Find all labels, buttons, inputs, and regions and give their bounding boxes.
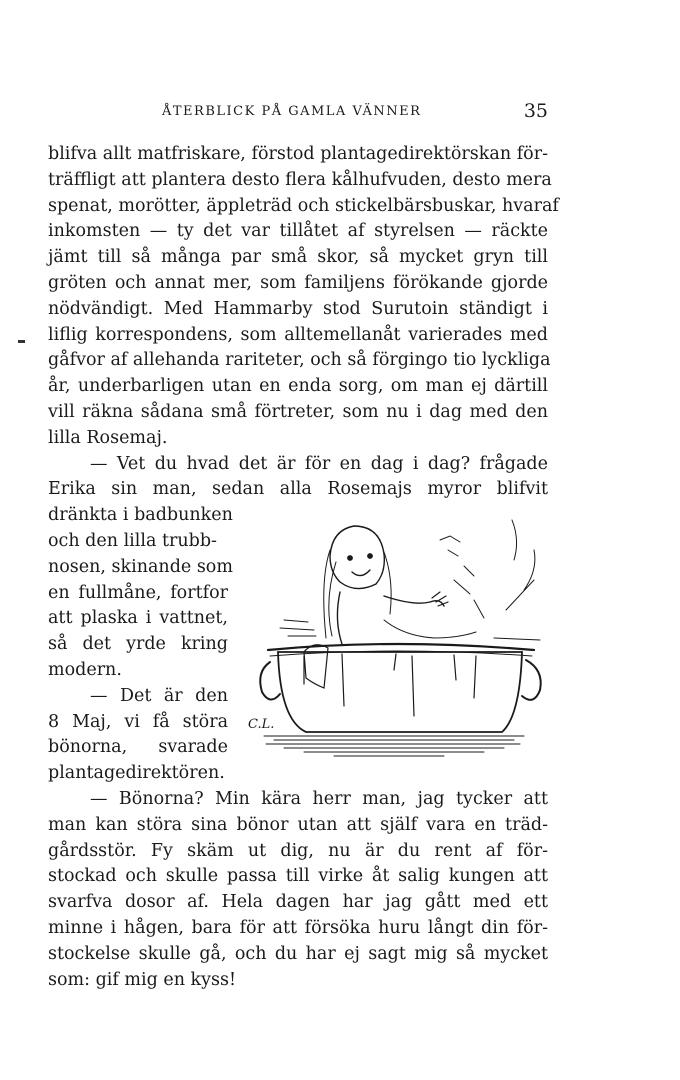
text-line: träffligt att plantera desto flera kålhufvuden, desto mera — [48, 169, 552, 190]
text-line: nödvändigt. Med Hammarby stod Surutoin ständigt i — [48, 298, 548, 319]
text-line: jämt till så många par små skor, så mycket gryn till — [48, 247, 548, 268]
text-line: som: gif mig en kyss! — [48, 969, 237, 990]
text-line: en fullmåne, fortfor — [48, 582, 228, 603]
artist-signature: C.L. — [248, 717, 275, 732]
text-line: gårdsstör. Fy skäm ut dig, nu är du rent af för- — [48, 840, 548, 861]
child-figure — [324, 526, 476, 644]
text-line: stockad och skulle passa till virke åt salig kungen att — [48, 866, 548, 887]
text-line: liflig korrespondens, som alltemellanåt varierades med — [48, 324, 548, 345]
text-line: inkomsten — ty det var tillåtet af styrelsen — räckte — [48, 221, 548, 242]
text-line: nosen, skinande som — [48, 556, 233, 577]
margin-mark — [18, 340, 25, 343]
text-line: bönorna, svarade — [48, 737, 228, 758]
text-line: — Vet du hvad det är för en dag i dag? frågade — [90, 453, 548, 474]
text-line: minne i hågen, bara för att försöka huru långt din för- — [48, 917, 548, 938]
page-number: 35 — [523, 100, 548, 122]
text-line: år, underbarligen utan en enda sorg, om man ej därtill — [48, 376, 548, 397]
text-line: modern. — [48, 659, 122, 680]
text-line: spenat, morötter, äppleträd och stickelbärsbuskar, hvaraf — [48, 195, 559, 216]
water-splash — [280, 520, 540, 640]
ground-hatching — [264, 736, 524, 756]
text-line: vill räkna sådana små förtreter, som nu i dag med den — [48, 401, 548, 422]
text-line: och den lilla trubb- — [48, 530, 217, 551]
text-line: Erika sin man, sedan alla Rosemajs myror blifvit — [48, 479, 548, 500]
tub-handle-right — [522, 660, 541, 700]
tub-handle-left — [260, 662, 280, 700]
text-line: lilla Rosemaj. — [48, 427, 168, 448]
text-line: gröten och annat mer, som familjens förökande gjorde — [48, 272, 548, 293]
text-line: man kan störa sina bönor utan att själf vara en träd- — [48, 814, 548, 835]
running-header — [48, 100, 548, 128]
running-title: ÅTERBLICK PÅ GAMLA VÄNNER — [162, 104, 422, 119]
text-line: plantagedirektören. — [48, 763, 225, 784]
text-line: så det yrde kring — [48, 634, 228, 655]
text-line: att plaska i vattnet, — [48, 608, 228, 629]
text-line: — Bönorna? Min kära herr man, jag tycker att — [90, 788, 548, 809]
text-line: — Det är den — [90, 685, 228, 706]
text-line: blifva allt matfriskare, förstod plantagedirektörskan för- — [48, 144, 548, 164]
bathtub-illustration — [244, 510, 550, 772]
text-line: 8 Maj, vi få störa — [48, 711, 228, 732]
text-line: dränkta i badbunken — [48, 505, 233, 526]
text-line: gåfvor af allehanda rariteter, och så förgingo tio lyckliga — [48, 350, 551, 371]
text-line: stockelse skulle gå, och du har ej sagt mig så mycket — [48, 943, 548, 964]
text-line: svarfva dosor af. Hela dagen har jag gått med ett — [48, 892, 548, 913]
tub-body — [278, 652, 522, 732]
